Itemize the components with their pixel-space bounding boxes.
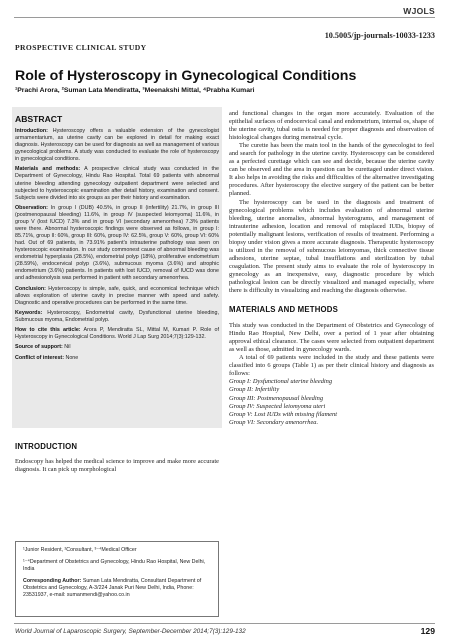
corresponding-author: Corresponding Author: Suman Lata Mendiratta, Consultant Department of Obstetrics and Gynecology, A-3/224 Janak Puri New Delhi, India, Phone: 23531937, e-mail: sumanmendi@yahoo.co.in — [23, 577, 202, 598]
abstract-source-of-support: Source of support: Nil — [15, 344, 71, 351]
groups-intro-paragraph: A total of 69 patients were included in the study and these patients were classified into 6 groups (Table 1) as per their clinical history and diagnosis as follows: — [229, 354, 434, 378]
author-affiliation: ¹⁻⁴Department of Obstetrics and Gynecology, Hindu Rao Hospital, New Delhi, India — [23, 558, 206, 572]
right-column — [229, 110, 434, 427]
abstract-section — [15, 110, 219, 365]
group-list-item: Group I: Dysfunctional uterine bleeding — [229, 378, 333, 386]
abstract-conflict: Conflict of interest: None — [15, 354, 79, 361]
abstract-introduction: Introduction: Hysteroscopy offers a valuable extension of the gynecologist armamentarium, as uterine cavity can be explored in detail for making exact diagnosis. Hysteroscopy can be used for diagnosis as well as management of various gynecological problems. A study was conducted to evaluate the role of hysteroscopy in gynecological conditions. — [15, 128, 219, 163]
abstract-citation: How to cite this article: Arora P, Mendiratta SL, Mittal M, Kumari P. Role of Hysteroscopy in Gynecological Conditions. World J Lap Surg 2014;7(3):129-132. — [15, 327, 219, 341]
applications-paragraph: The hysteroscopy can be used in the diagnosis and treatment of gynecological problems which includes evaluation of abnormal uterine bleeding, uterine anomalies, abnormal hysterograms, and management of intrauterine adhesion, location and removal of misplaced IUDs, biopsy of potentially malignant lesions, verification of results of treatment. Performing a biopsy under vision gives a more accurate diagnosis. Therapeutic hysteroscopy is utilized in the removal of submucous leiomyomas, thick connective tissue adhesions, uterine septae, tubal insufflations and sterilization by tubal coagulation. The present study aims to evaluate the role of hysteroscopy in gynecology as an inexpensive, easy, diagnostic procedure by which pathological lesion can be directly visualized and managed especially, where there is difficulty in visualizing and reaching the diagnosis otherwise. — [229, 198, 434, 295]
page-number: 129 — [420, 626, 435, 636]
header-rule — [14, 17, 435, 18]
author-list: ¹Prachi Arora, ²Suman Lata Mendiratta, ³Meenakshi Mittal, ⁴Prabha Kumari — [15, 87, 255, 94]
intro-continued-paragraph: and functional changes in the organ more accurately. Evaluation of the epithelial surfaces of endocervical canal and endometrium, internal os, shape of the uterine cavity, tubal ostia is needed for proper diagnosis and observation of histological changes during menstrual cycle. — [229, 110, 434, 142]
author-footnote-box — [15, 541, 219, 617]
abstract-observation: Observation: In group I (DUB) 40.5%, in group II (infertility) 21.7%, in group III (postmenopausal bleeding) 11.6%, in group IV (suspected leiomyoma) 11.6%, in group V (lost IUCD) 7.3% and in group VI (secondary amenorrhea) 7.3% patients were there. Abnormal hysteroscopic findings were observed as follows, in group I: 85.71%, group II: 60%, group III: 60%, group IV: 62.5%, group V: 60%, group VI: 60% had. Out of 69 patients, in 73.91% patient's intrauterine pathology was seen on hysteroscopic examination. In our study commonest cause of abnormal bleeding was endometrial hyperplasia (28.5%), endometrial polyp (18%), proliferative endometrium (28.59%), endocervical polyp (3.6%), submucous myoma (3.6%) and atrophic endometrium (3.6%) patients. In patients with lost IUCD, removal of IUCD was done and adhesionolysis was performed in patient with secondary amenorrhea. — [15, 204, 219, 282]
abstract-heading: ABSTRACT — [15, 114, 63, 124]
abstract-keywords: Keywords: Hysteroscopy, Endometrial cavity, Dysfunctional uterine bleeding, Submucous myoma, Endometrial polyp. — [15, 309, 219, 323]
group-list-item: Group VI: Secondary amenorrhea. — [229, 418, 319, 426]
article-title: Role of Hysteroscopy in Gynecological Conditions — [15, 68, 357, 84]
doi-link[interactable]: 10.5005/jp-journals-10033-1233 — [324, 31, 435, 40]
journal-tag: WJOLS — [403, 6, 435, 16]
introduction-text: Endoscopy has helped the medical science to improve and make more accurate diagnosis. It can pick up morphological — [15, 458, 219, 474]
group-list-item: Group IV: Suspected leiomyoma uteri — [229, 402, 326, 410]
curette-paragraph: The curette has been the main tool in the hands of the gynecologist to feel and search for pathology in the uterine cavity. Hysteroscopy can be considered as a perfected curettage which can see and decide, because the uterine cavity can be observed and the area in question can be curettaged under direct vision. It also helps in avoiding the risks and difficulties of the alternative investigating procedures. After hysteroscopy the elective surgery of the patient can be better planned. — [229, 142, 434, 198]
methods-heading: MATERIALS AND METHODS — [229, 305, 339, 315]
abstract-conclusion: Conclusion: Hysteroscopy is simple, safe, quick, and economical technique which allows exploration of uterine cavity in precise manner with speed and safety. Diagnostic and operative procedures can be performed in the same time. — [15, 285, 219, 306]
footer-rule — [14, 623, 435, 624]
methods-paragraph: This study was conducted in the Department of Obstetrics and Gynecology of Hindu Rao Hospital, New Delhi, over a period of 1 year after obtaining approval ethical clearance. The cases were selected from outpatient department as well as those, admitted in gynecology wards. — [229, 322, 434, 354]
group-list-item: Group II: Infertility — [229, 386, 280, 394]
article-type-label: PROSPECTIVE CLINICAL STUDY — [15, 43, 147, 52]
author-roles: ¹Junior Resident, ²Consultant, ³⁻⁴Medical Officer — [23, 547, 137, 553]
abstract-methods: Materials and methods: A prospective clinical study was conducted in the Department of Gynecology, Hindu Rao Hospital. Total 69 patients with abnormal uterine bleeding attending gynecology outpatient department were selected and subjected to hysteroscopic examination after detail history, examination and consent. Subjects were divided into six groups as per their history and examination. — [15, 166, 219, 201]
group-list-item: Group III: Postmenopausal bleeding — [229, 394, 324, 402]
introduction-heading: INTRODUCTION — [15, 442, 78, 451]
introduction-section — [15, 442, 219, 474]
footer-journal-citation: World Journal of Laparoscopic Surgery, September-December 2014;7(3):129-132 — [15, 628, 246, 635]
group-list-item: Group V: Lost IUDs with missing filament — [229, 410, 337, 418]
